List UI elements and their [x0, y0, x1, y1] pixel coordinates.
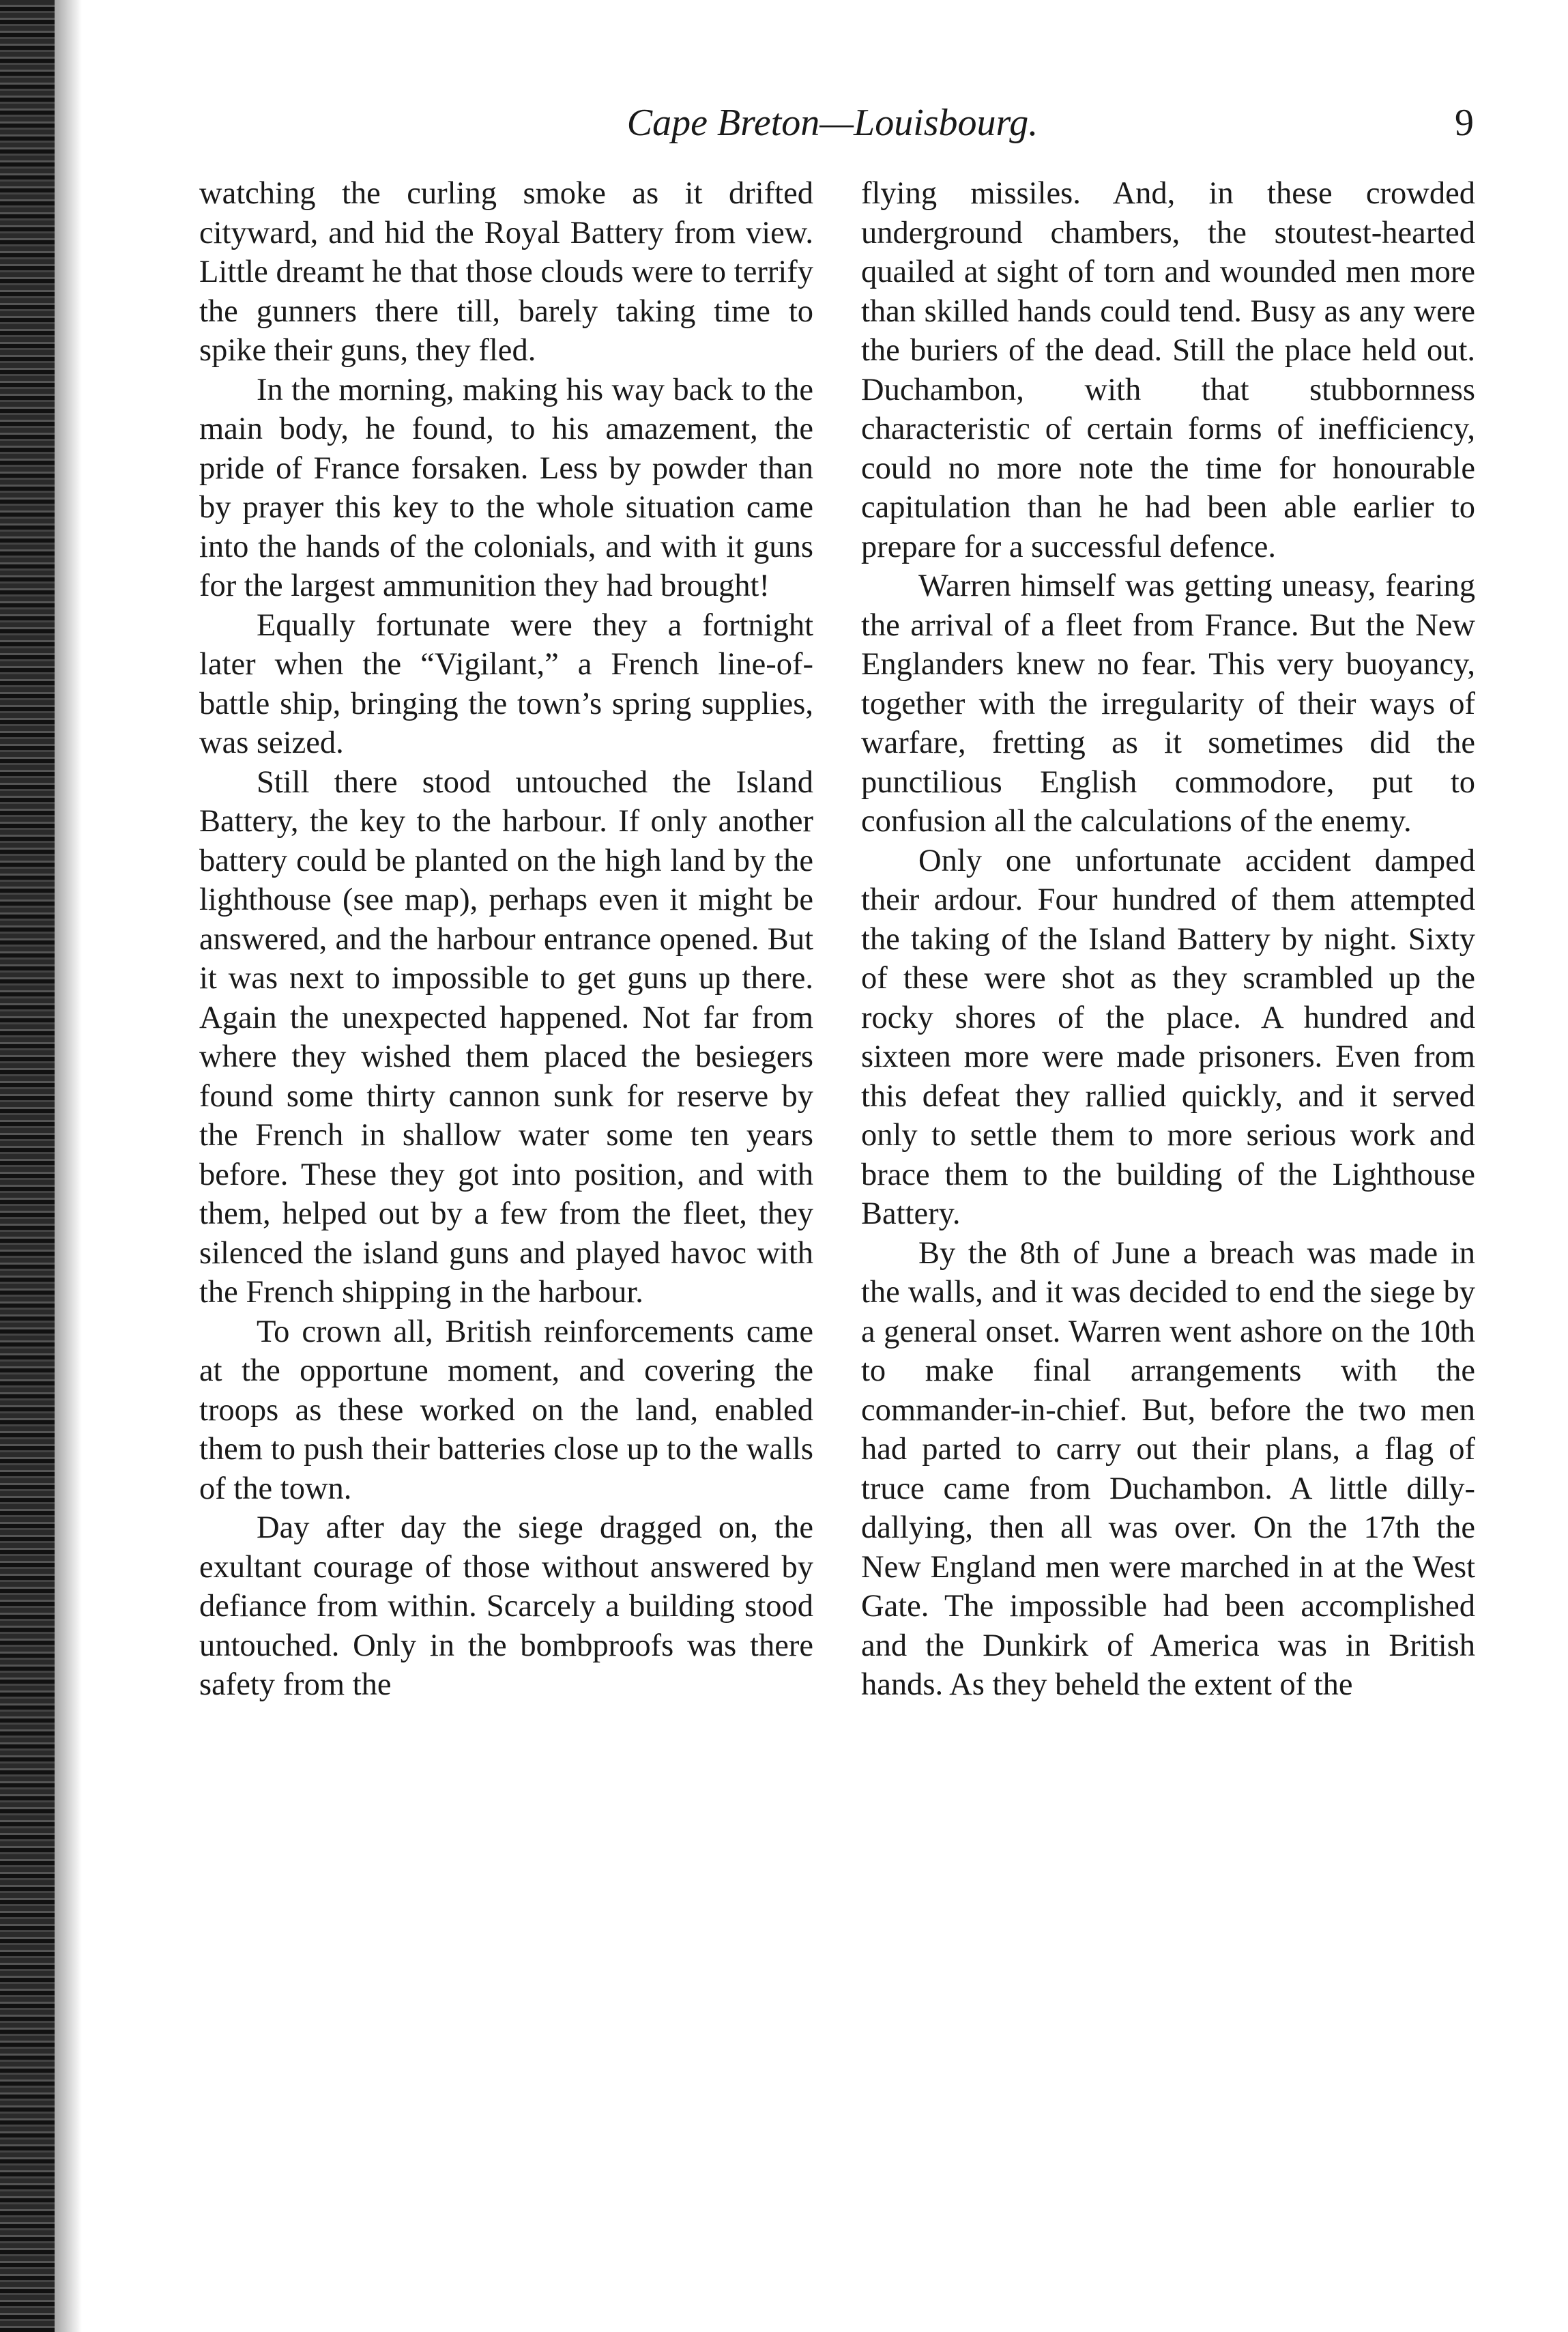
paragraph: To crown all, British reinforcements came at the opportune moment, and covering the troops as these worked on the land, enabled them to push their batteries close up to the walls of the town. [199, 1314, 813, 1506]
paragraph: Warren himself was getting uneasy, fearing the arrival of a fleet from France. But the New Englanders knew no fear. This very buoyancy, together with the irregularity of their ways of warfare, fretting as it sometimes did the punctilious English commodore, put to confusion all the calculations of the enemy. [861, 568, 1475, 839]
paragraph: watching the curling smoke as it drifted cityward, and hid the Royal Battery from view. Little dreamt he that those clouds were to terrify the gunners there till, barely taking time to spike their guns, they fled. [199, 176, 813, 368]
page-binding-edge [0, 0, 55, 2332]
right-column [861, 174, 1475, 1705]
paragraph: Still there stood untouched the Island Battery, the key to the harbour. If only another battery could be planted on the high land by the lighthouse (see map), perhaps even it might be answered, and the harbour entrance opened. But it was next to impossible to get guns up there. Again the unexpected happened. Not far from where they wished them placed the besiegers found some thirty cannon sunk for reserve by the French in shallow water some ten years before. These they got into position, and with them, helped out by a few from the fleet, they silenced the island guns and played havoc with the French shipping in the harbour. [199, 764, 813, 1310]
paragraph: Day after day the siege dragged on, the exultant courage of those without answered by defiance from within. Scarcely a building stood untouched. Only in the bombproofs was there safety from the [199, 1510, 813, 1702]
paragraph: Equally fortunate were they a fortnight later when the “Vigilant,” a French line-of-battle ship, bringing the town’s spring supplies, was seized. [199, 607, 813, 760]
page-number: 9 [1455, 102, 1474, 144]
paragraph: By the 8th of June a breach was made in the walls, and it was decided to end the siege by a general onset. Warren went ashore on the 10th to make final arrangements with the commander-in-chief. But, before the two men had parted to carry out their plans, a flag of truce came from Duchambon. A little dilly-dallying, then all was over. On the 17th the New England men were marched in at the West Gate. The impossible had been accomplished and the Dunkirk of America was in British hands. As they beheld the extent of the [861, 1235, 1475, 1702]
left-column [199, 174, 813, 1705]
running-title: Cape Breton—Louisbourg. [626, 102, 1039, 144]
paragraph: flying missiles. And, in these crowded underground chambers, the stoutest-hearted quailed at sight of torn and wounded men more than skilled hands could tend. Busy as any were the buriers of the dead. Still the place held out. Duchambon, with that stubbornness characteristic of certain forms of inefficiency, could no more note the time for honourable capitulation than he had been able earlier to prepare for a successful defence. [861, 176, 1475, 564]
running-header [191, 96, 1474, 150]
paragraph: In the morning, making his way back to the main body, he found, to his amazement, the pride of France forsaken. Less by powder than by prayer this key to the whole situation came into the hands of the colonials, and with it guns for the largest ammunition they had brought! [199, 372, 813, 603]
paragraph: Only one unfortunate accident damped their ardour. Four hundred of them attempted the taking of the Island Battery by night. Sixty of these were shot as they scrambled up the rocky shores of the place. A hundred and sixteen more were made prisoners. Even from this defeat they rallied quickly, and it served only to settle them to more serious work and brace them to the building of the Lighthouse Battery. [861, 843, 1475, 1231]
